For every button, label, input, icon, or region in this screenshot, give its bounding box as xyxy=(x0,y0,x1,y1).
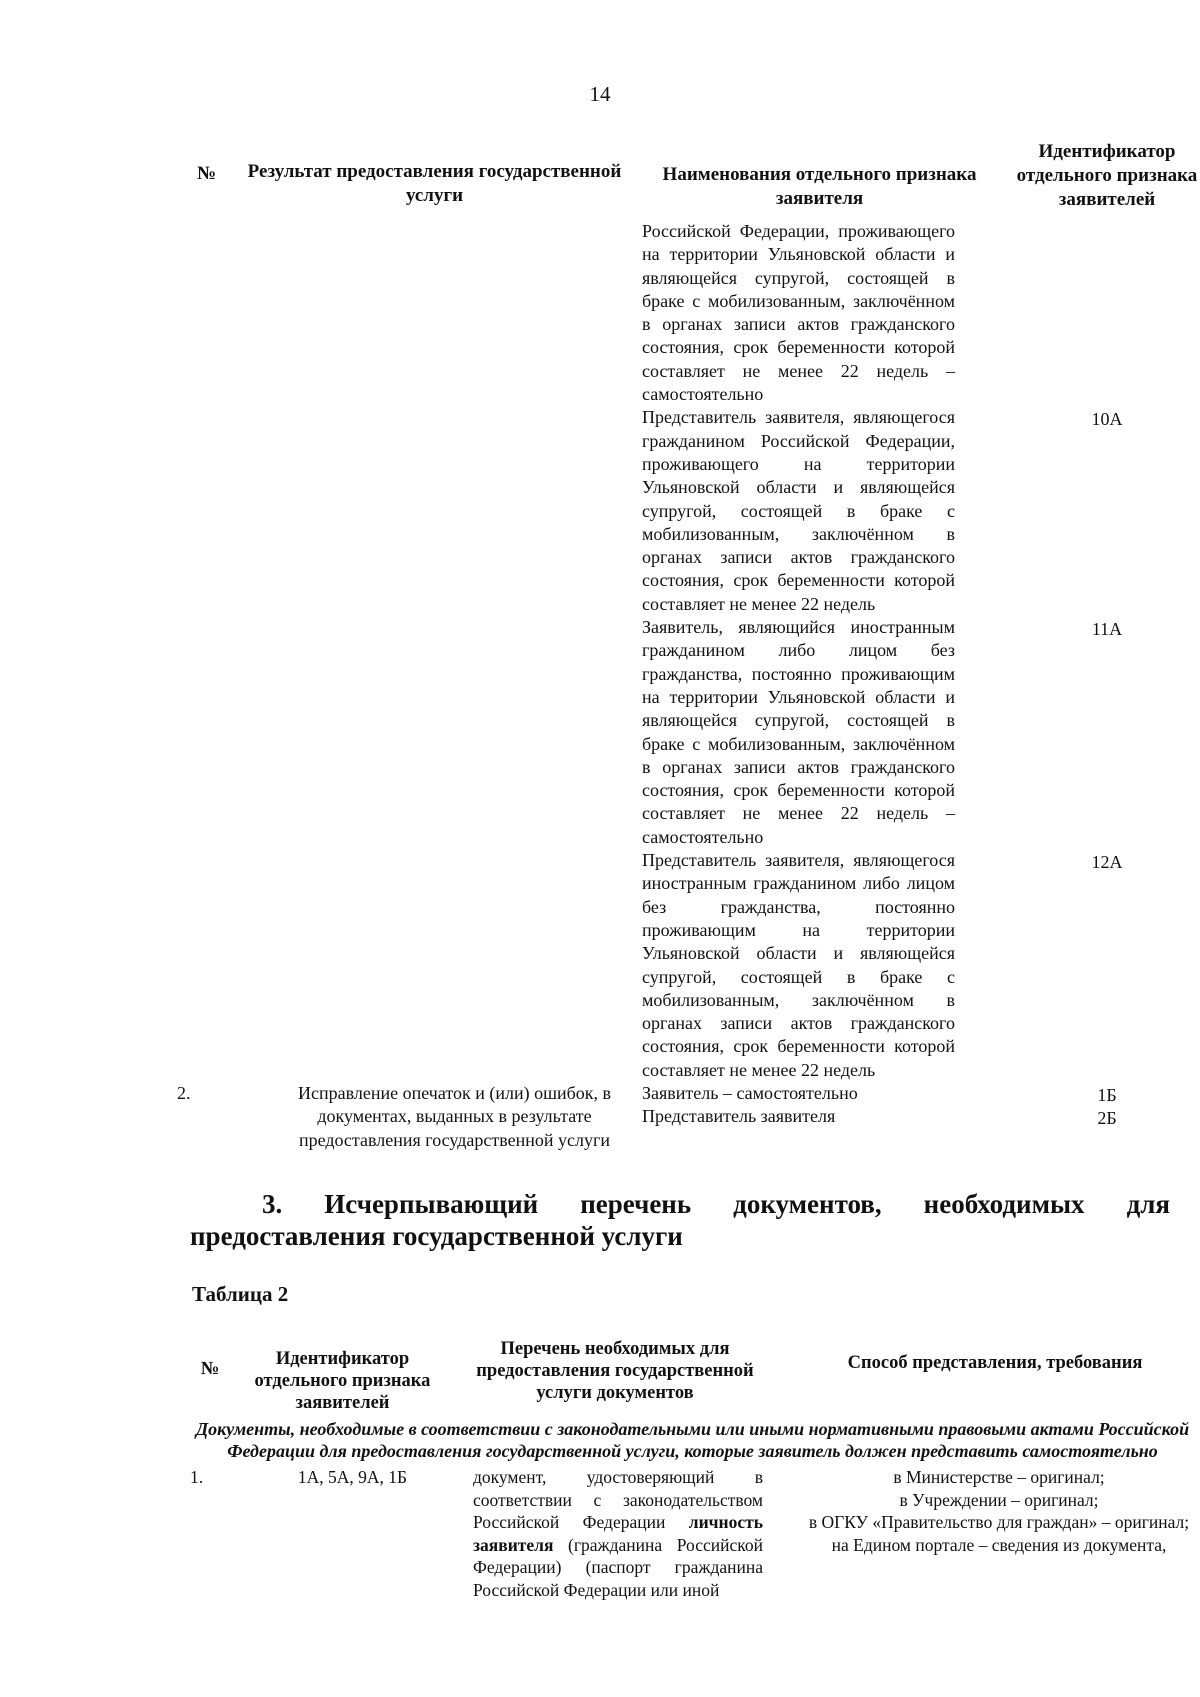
row-result xyxy=(237,616,632,849)
identifier-code: 2Б xyxy=(1097,1108,1117,1129)
document-text: (гражданина Российской Федерации) (паспорт гражданина Российской Федерации или иной xyxy=(473,1534,763,1600)
table-row xyxy=(175,212,1200,406)
row-feature-identifier xyxy=(1007,1082,1200,1152)
table-row xyxy=(175,1082,1200,1152)
method-line: в Министерстве – оригинал; xyxy=(893,1467,1105,1487)
row-feature-name: Российской Федерации, проживающего на территории Ульяновской области и являющейся супругой, состоящей в браке с мобилизованным, заключённом в органах записи актов гражданского состояния, срок беременности которой составляет не менее 22 недель – самостоятельно xyxy=(642,221,955,405)
heading-word: для xyxy=(1126,1189,1170,1219)
row-number: 2. xyxy=(177,1082,191,1103)
table-row xyxy=(190,1462,1195,1602)
heading-word: необходимых xyxy=(923,1189,1085,1219)
row-feature-name: Представитель заявителя, являющегося иностранным гражданином либо лицом без гражданства, постоянно проживающим на территории Ульяновской области и являющейся супругой, состоящей в браке с мобилизованным, заключённом в органах записи актов гражданского состояния, срок беременности которой составляет не менее 22 недель xyxy=(642,850,955,1080)
header-submission-method: Способ представления, требования xyxy=(847,1353,1143,1373)
page-number: 14 xyxy=(589,82,611,106)
document-emphasis: личность заявителя xyxy=(473,1512,763,1555)
header-feature-identifier: Идентификатор отдельного признака заявителей xyxy=(1016,141,1198,210)
identifier-code: 12А xyxy=(1091,852,1123,873)
row-document xyxy=(455,1462,775,1602)
row-feature-identifier xyxy=(1007,406,1200,616)
table-row xyxy=(175,616,1200,849)
table-caption: Таблица 2 xyxy=(192,1282,289,1306)
row-result xyxy=(237,406,632,616)
row-feature-identifier xyxy=(1007,849,1200,1082)
row-submission-method xyxy=(775,1462,1195,1602)
row-feature-identifier xyxy=(1007,616,1200,849)
table-header-row xyxy=(175,130,1200,212)
header-documents: Перечень необходимых для предоставления государственной услуги документов xyxy=(476,1339,754,1403)
row-feature-name: Заявитель, являющийся иностранным гражданином либо лицом без гражданства, постоянно проживающим на территории Ульяновской области и являющейся супругой, состоящей в браке с мобилизованным, заключённом в органах записи актов гражданского состояния, срок беременности которой составляет не менее 22 недель – самостоятельно xyxy=(642,617,955,847)
section-number: 3. xyxy=(262,1189,283,1219)
identifier-code: 1Б xyxy=(1097,1084,1117,1105)
method-line: на Едином портале – сведения из документа, xyxy=(831,1534,1167,1555)
method-line: в ОГКУ «Правительство для граждан» – оригинал; xyxy=(808,1512,1190,1533)
header-identifier: Идентификатор отдельного признака заявителей xyxy=(254,1349,431,1413)
group-heading-row xyxy=(190,1414,1195,1462)
section-heading-line-2: предоставления государственной услуги xyxy=(190,1221,683,1251)
row-result xyxy=(237,849,632,1082)
section-heading-line-1 xyxy=(190,1188,1170,1220)
row-feature-identifier xyxy=(1007,212,1200,406)
row-feature-name: Заявитель – самостоятельно Представитель заявителя xyxy=(642,1082,858,1127)
heading-word: документов, xyxy=(733,1189,882,1219)
required-documents-table xyxy=(190,1338,1195,1602)
row-identifiers: 1А, 5А, 9А, 1Б xyxy=(297,1467,408,1487)
document-text: документ, удостоверяющий в соответствии с законодательством Российской Федерации xyxy=(473,1467,763,1533)
header-number: № xyxy=(197,163,217,184)
row-result: Исправление опечаток и (или) ошибок, в документах, выданных в результате предоставления государственной услуги xyxy=(298,1082,611,1150)
heading-word: Исчерпывающий xyxy=(324,1189,539,1219)
row-result xyxy=(237,212,632,406)
method-line: в Учреждении – оригинал; xyxy=(899,1489,1099,1510)
row-feature-name: Представитель заявителя, являющегося гражданином Российской Федерации, проживающего на территории Ульяновской области и являющейся супругой, состоящей в браке с мобилизованным, заключённом в органах записи актов гражданского состояния, срок беременности которой составляет не менее 22 недель xyxy=(642,407,955,614)
heading-word: перечень xyxy=(580,1189,692,1219)
row-number xyxy=(175,212,237,406)
row-number xyxy=(175,406,237,616)
row-number xyxy=(175,616,237,849)
section-heading xyxy=(190,1188,1170,1252)
group-heading: Документы, необходимые в соответствии с законодательными или иными нормативными правовыми актами Российской Федерации для предоставления государственной услуги, которые заявитель должен представить самостоятельно xyxy=(195,1419,1190,1461)
table-row xyxy=(175,406,1200,616)
identifier-code: 11А xyxy=(1091,619,1123,640)
row-number: 1. xyxy=(190,1467,204,1487)
row-number xyxy=(175,849,237,1082)
header-feature-name: Наименования отдельного признака заявителя xyxy=(662,164,977,209)
header-result: Результат предоставления государственной услуги xyxy=(247,161,622,206)
header-number: № xyxy=(200,1359,220,1379)
table-row xyxy=(175,849,1200,1082)
applicant-features-table xyxy=(175,130,1200,1152)
table-header-row xyxy=(190,1338,1195,1414)
identifier-code: 10А xyxy=(1091,409,1123,430)
